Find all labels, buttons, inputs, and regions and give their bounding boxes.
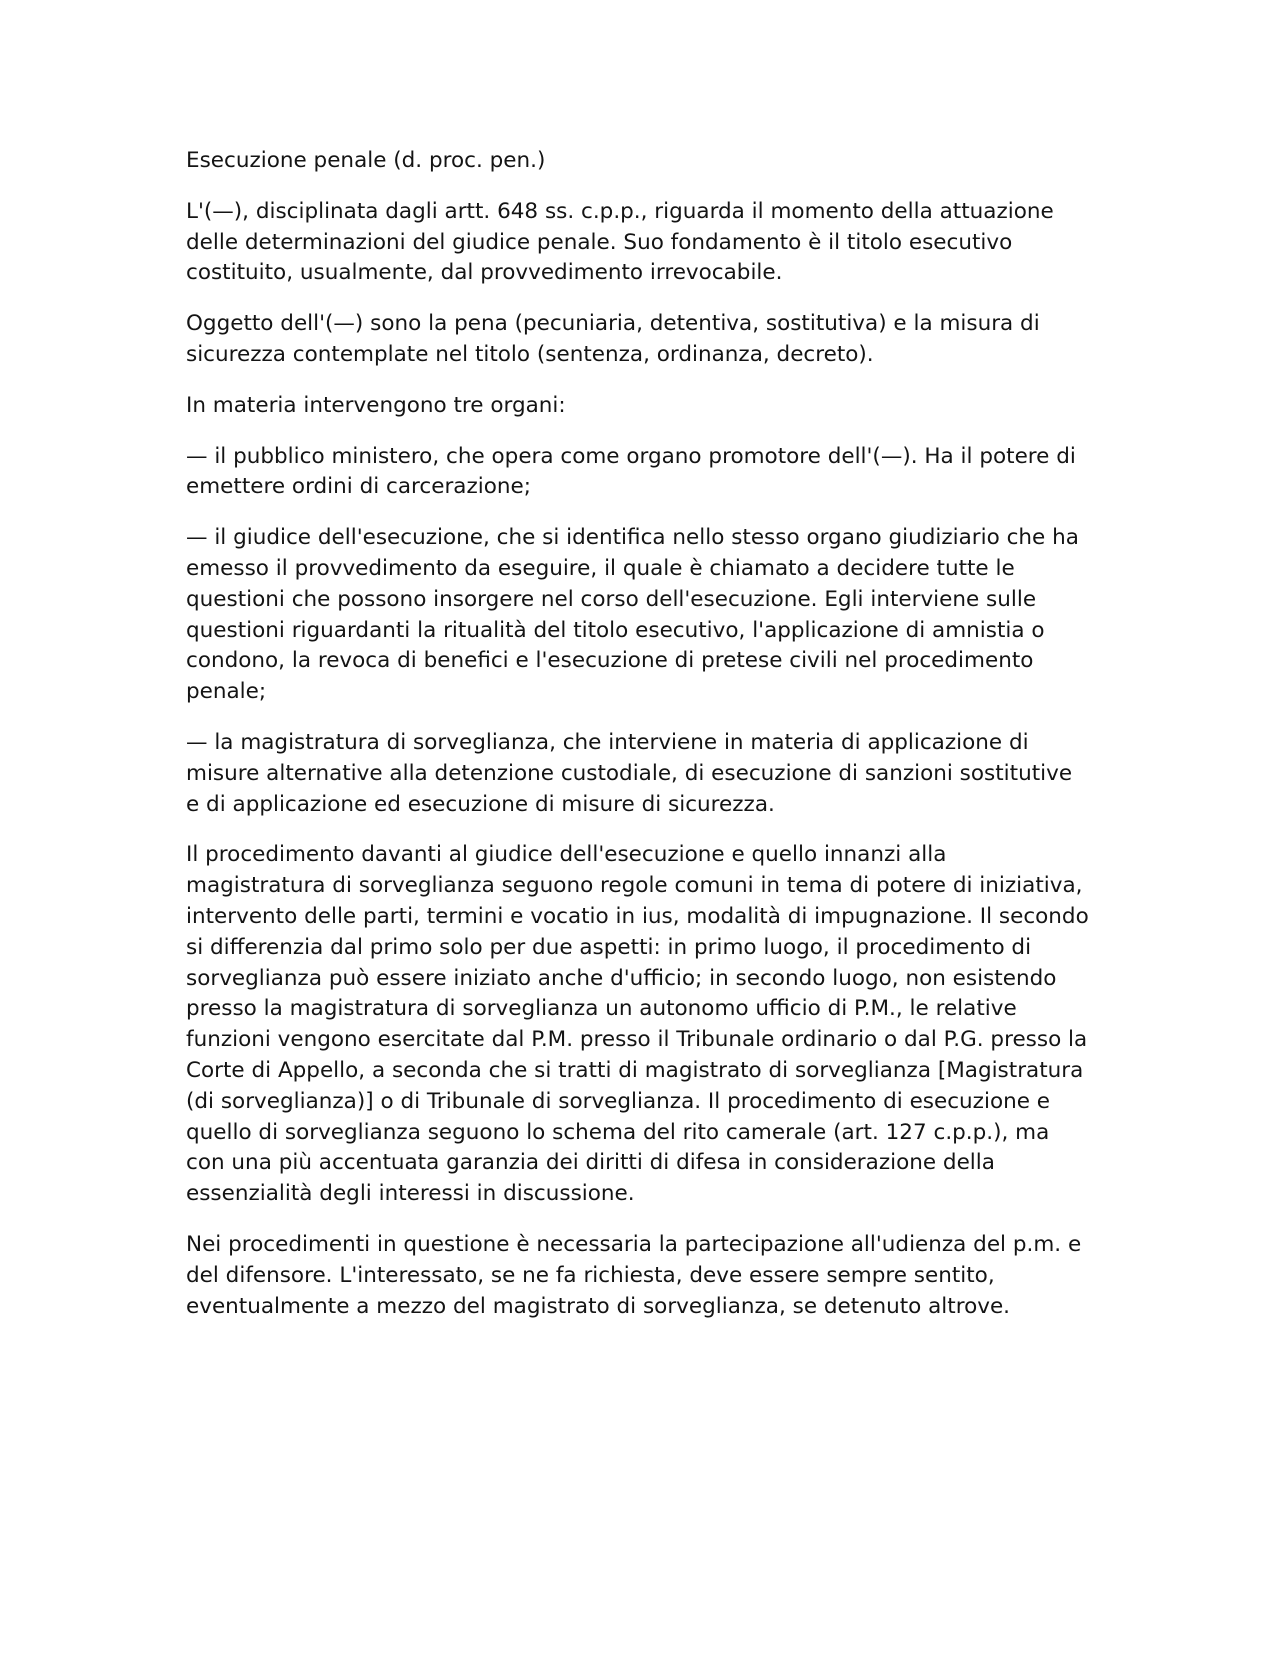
paragraph-definition: L'(—), disciplinata dagli artt. 648 ss. c.p.p., riguarda il momento della attuazione delle determinazioni del giudice penale. Suo fondamento è il titolo esecutivo costituito, usualmente, dal provvedimento irrevocabile.	[186, 198, 1054, 286]
paragraph-procedure: Il procedimento davanti al giudice dell'esecuzione e quello innanzi alla magistratura di sorveglianza seguono regole comuni in tema di potere di iniziativa, intervento delle parti, termini e vocatio in ius, modalità di impugnazione. Il secondo si differenzia dal primo solo per due aspetti: in primo luogo, il procedimento di sorveglianza può essere iniziato anche d'ufficio; in secondo luogo, non esistendo presso la magistratura di sorveglianza un autonomo ufficio di P.M., le relative funzioni vengono esercitate dal P.M. presso il Tribunale ordinario o dal P.G. presso la Corte di Appello, a seconda che si tratti di magistrato di sorveglianza [Magistratura (di sorveglianza)] o di Tribunale di sorveglianza. Il procedimento di esecuzione e quello di sorveglianza seguono lo schema del rito camerale (art. 127 c.p.p.), ma con una più accentuata garanzia dei diritti di difesa in considerazione della essenzialità degli interessi in discussione.	[186, 842, 1089, 1207]
paragraph-organs-intro: In materia intervengono tre organi:	[186, 392, 566, 418]
paragraph-surveillance-magistracy: — la magistratura di sorveglianza, che interviene in materia di applicazione di misure alternative alla detenzione custodiale, di esecuzione di sanzioni sostitutive e di applicazione ed esecuzione di misure di sicurezza.	[186, 729, 1073, 817]
paragraph-object: Oggetto dell'(—) sono la pena (pecuniaria, detentiva, sostitutiva) e la misura di sicurezza contemplate nel titolo (sentenza, ordinanza, decreto).	[186, 311, 1040, 367]
paragraph-public-prosecutor: — il pubblico ministero, che opera come organo promotore dell'(—). Ha il potere di emettere ordini di carcerazione;	[186, 443, 1076, 500]
document-body	[186, 146, 1092, 1342]
paragraph-participation: Nei procedimenti in questione è necessaria la partecipazione all'udienza del p.m. e del difensore. L'interessato, se ne fa richiesta, deve essere sempre sentito, eventualmente a mezzo del magistrato di sorveglianza, se detenuto altrove.	[186, 1231, 1082, 1319]
document-title: Esecuzione penale (d. proc. pen.)	[186, 148, 546, 173]
paragraph-execution-judge: — il giudice dell'esecuzione, che si identifica nello stesso organo giudiziario che ha emesso il provvedimento da eseguire, il quale è chiamato a decidere tutte le questioni che possono insorgere nel corso dell'esecuzione. Egli interviene sulle questioni riguardanti la ritualità del titolo esecutivo, l'applicazione di amnistia o condono, la revoca di benefici e l'esecuzione di pretese civili nel procedimento penale;	[186, 525, 1079, 705]
